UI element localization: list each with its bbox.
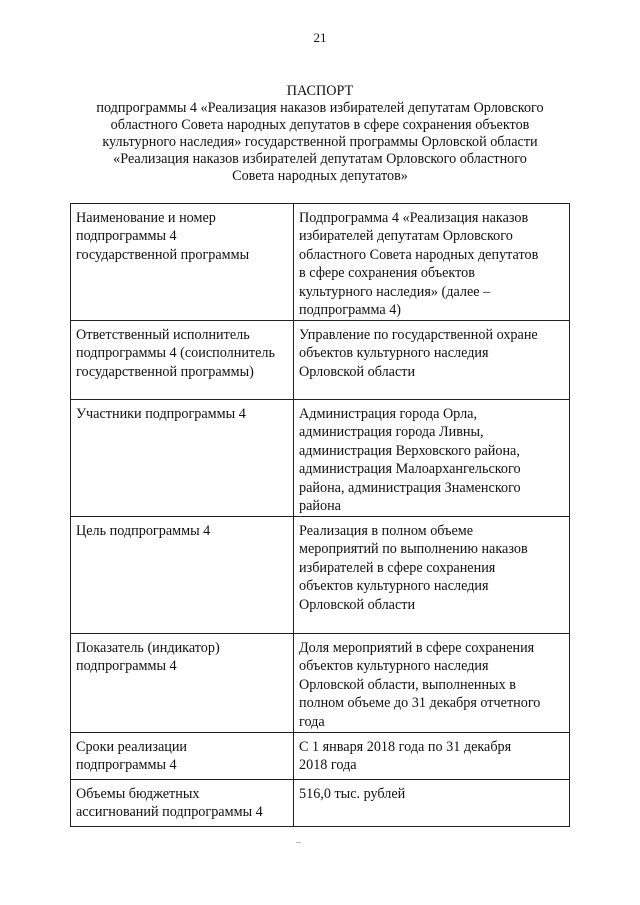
cell-text: государственной программы — [76, 246, 250, 263]
title-line: подпрограммы 4 «Реализация наказов избирателей депутатам Орловского — [96, 100, 544, 116]
cell-text: подпрограммы 4 — [76, 658, 177, 675]
passport-table — [70, 203, 570, 827]
document-title — [60, 83, 580, 185]
row-label-cell — [71, 400, 294, 517]
cell-text: 2018 года — [299, 757, 357, 774]
table-row — [71, 733, 570, 780]
cell-text: Наименование и номер — [76, 210, 216, 226]
row-value-cell — [294, 634, 570, 733]
cell-text: объектов культурного наследия — [299, 345, 489, 362]
cell-text: полном объеме до 31 декабря отчетного — [299, 695, 541, 712]
title-line: «Реализация наказов избирателей депутатам Орловского областного — [113, 151, 527, 167]
row-value-cell — [294, 204, 570, 321]
row-label-cell — [71, 517, 294, 634]
cell-text: Цель подпрограммы 4 — [76, 523, 211, 539]
row-value-cell — [294, 400, 570, 517]
table-row — [71, 780, 570, 827]
row-label-cell — [71, 204, 294, 321]
cell-text: Ответственный исполнитель — [76, 327, 250, 343]
cell-text: объектов культурного наследия — [299, 658, 489, 675]
row-label-cell — [71, 634, 294, 733]
cell-text: Объемы бюджетных — [76, 786, 200, 802]
cell-text: администрация города Ливны, — [299, 424, 484, 441]
table-row — [71, 204, 570, 321]
cell-text: избирателей в сфере сохранения — [299, 559, 496, 576]
row-value-cell — [294, 321, 570, 400]
cell-text: государственной программы) — [76, 363, 254, 380]
title-line: Совета народных депутатов» — [232, 168, 408, 184]
cell-text: подпрограммы 4 — [76, 228, 177, 245]
cell-text: администрация Верховского района, — [299, 442, 520, 459]
cell-text: года — [299, 713, 325, 730]
row-value-cell — [294, 517, 570, 634]
cell-text: Сроки реализации — [76, 739, 188, 755]
row-value-cell — [294, 733, 570, 780]
cell-text: культурного наследия» (далее – — [299, 283, 491, 300]
cell-text: в сфере сохранения объектов — [299, 265, 475, 282]
table-row — [71, 517, 570, 634]
title-line: областного Совета народных депутатов в сфере сохранения объектов — [110, 117, 530, 133]
cell-text: Участники подпрограммы 4 — [76, 406, 246, 422]
cell-text: областного Совета народных депутатов — [299, 246, 539, 263]
cell-text: Орловской области, выполненных в — [299, 676, 516, 693]
cell-text: Доля мероприятий в сфере сохранения — [299, 640, 535, 656]
cell-text: района — [299, 498, 341, 515]
cell-text: Реализация в полном объеме — [299, 523, 474, 539]
title-line: культурного наследия» государственной программы Орловской области — [102, 134, 538, 150]
cell-text: С 1 января 2018 года по 31 декабря — [299, 739, 512, 755]
cell-text: подпрограмма 4) — [299, 302, 402, 319]
cell-text: Орловской области — [299, 363, 416, 380]
row-value-cell — [294, 780, 570, 827]
table-row — [71, 634, 570, 733]
cell-text: администрация Малоархангельского — [299, 461, 521, 478]
cell-text: ассигнований подпрограммы 4 — [76, 804, 263, 821]
cell-text: Орловской области — [299, 596, 416, 613]
cell-text: Администрация города Орла, — [299, 406, 478, 422]
cell-text: Управление по государственной охране — [299, 327, 538, 343]
table-row — [71, 400, 570, 517]
cell-text: 516,0 тыс. рублей — [299, 786, 406, 802]
row-label-cell — [71, 321, 294, 400]
page-number: 21 — [313, 30, 327, 45]
cell-text: избирателей депутатам Орловского — [299, 228, 513, 245]
cell-text: подпрограммы 4 — [76, 757, 177, 774]
table-row — [71, 321, 570, 400]
cell-text: Подпрограмма 4 «Реализация наказов — [299, 210, 529, 226]
cell-text: мероприятий по выполнению наказов — [299, 541, 528, 558]
cell-text: объектов культурного наследия — [299, 578, 489, 595]
cell-text: Показатель (индикатор) — [76, 640, 220, 656]
scan-speck — [296, 842, 301, 843]
row-label-cell — [71, 780, 294, 827]
cell-text: подпрограммы 4 (соисполнитель — [76, 345, 275, 362]
title-heading: ПАСПОРТ — [286, 83, 354, 99]
cell-text: района, администрация Знаменского — [299, 479, 521, 496]
row-label-cell — [71, 733, 294, 780]
